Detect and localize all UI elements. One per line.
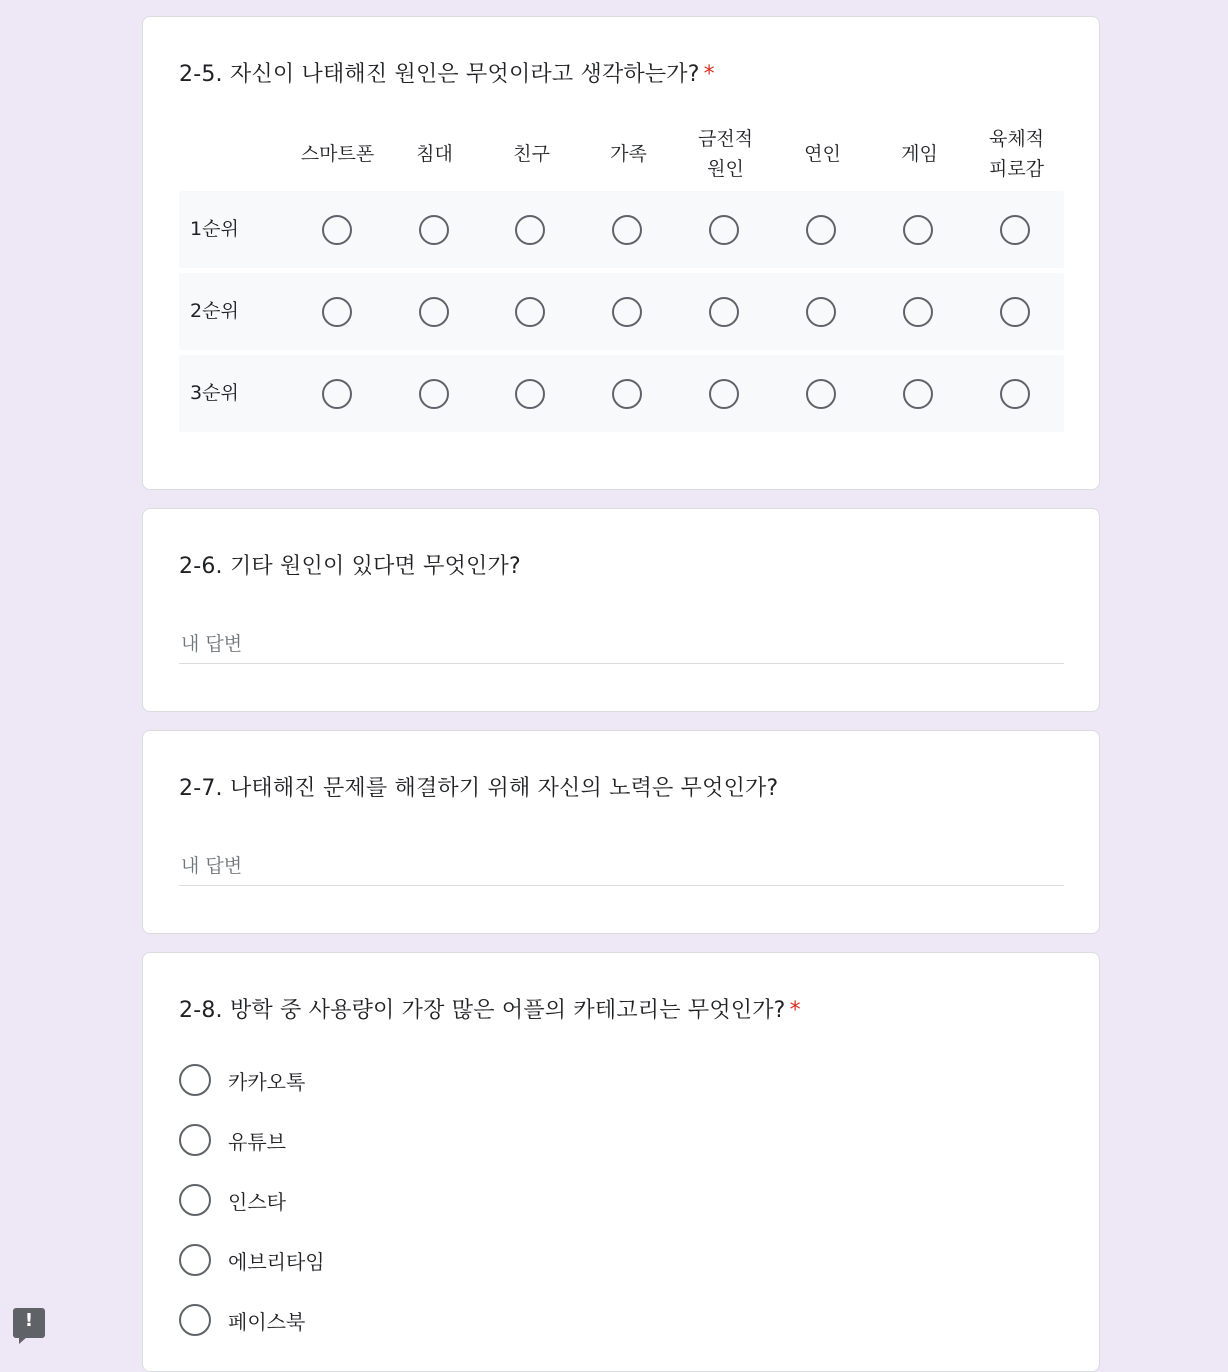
choice-option[interactable] [179,1303,305,1337]
question-text: 방학 중 사용량이 가장 많은 어플의 카테고리는 무엇인가? [229,998,786,1023]
grid-radio[interactable] [1000,215,1030,245]
exclamation-icon: ! [24,1310,34,1331]
grid-column-label: 육체적 피로감 [988,128,1045,180]
choice-radio[interactable] [179,1304,211,1336]
grid-radio[interactable] [1000,297,1030,327]
grid-radio[interactable] [322,379,352,409]
question-title-2-6 [179,549,521,580]
choice-option[interactable] [179,1243,325,1277]
choice-radio[interactable] [179,1184,211,1216]
choice-option[interactable] [179,1123,286,1157]
choice-radio[interactable] [179,1064,211,1096]
grid-radio[interactable] [322,297,352,327]
grid-column-label: 연인 [804,143,841,165]
choice-label: 에브리타임 [228,1249,325,1274]
grid-column-label: 금전적 원인 [697,128,754,180]
question-card-2-8 [142,952,1100,1372]
grid-column-label: 스마트폰 [300,143,375,165]
question-title-2-7 [179,771,778,802]
answer-input-2-7[interactable] [179,846,1064,886]
grid-radio[interactable] [709,215,739,245]
grid-radio[interactable] [419,297,449,327]
question-number: 2-6. [179,554,223,579]
grid-column-label: 침대 [416,143,453,165]
grid-radio[interactable] [806,379,836,409]
report-feedback-icon[interactable] [13,1308,45,1338]
choice-label: 유튜브 [228,1129,286,1154]
grid-row-3 [179,355,1064,432]
grid-row-label: 2순위 [190,300,239,322]
question-text: 나태해진 문제를 해결하기 위해 자신의 노력은 무엇인가? [229,776,779,801]
grid-radio[interactable] [806,297,836,327]
grid-radio[interactable] [419,379,449,409]
required-asterisk: * [703,62,715,87]
grid-radio[interactable] [515,297,545,327]
choice-radio[interactable] [179,1124,211,1156]
grid-row-1 [179,191,1064,268]
required-asterisk: * [789,998,801,1023]
grid-radio[interactable] [612,379,642,409]
question-title-2-5 [179,57,715,88]
grid-radio[interactable] [1000,379,1030,409]
question-card-2-5 [142,16,1100,490]
question-card-2-6 [142,508,1100,712]
grid-radio[interactable] [806,215,836,245]
question-card-2-7 [142,730,1100,934]
question-title-2-8 [179,993,801,1024]
grid-row-label: 3순위 [190,382,239,404]
question-number: 2-7. [179,776,223,801]
grid-row-label: 1순위 [190,218,239,240]
choice-option[interactable] [179,1063,305,1097]
choice-label: 인스타 [228,1189,286,1214]
choice-option[interactable] [179,1183,286,1217]
grid-radio[interactable] [515,215,545,245]
choice-label: 페이스북 [228,1309,306,1334]
question-number: 2-5. [179,62,223,87]
grid-radio[interactable] [612,215,642,245]
grid-column-label: 게임 [901,143,938,165]
grid-radio[interactable] [322,215,352,245]
grid-radio[interactable] [709,379,739,409]
grid-column-label: 가족 [610,143,647,165]
answer-input-2-6[interactable] [179,624,1064,664]
choice-label: 카카오톡 [228,1069,306,1094]
grid-radio[interactable] [709,297,739,327]
grid-radio[interactable] [515,379,545,409]
question-text: 자신이 나태해진 원인은 무엇이라고 생각하는가? [229,62,700,87]
grid-radio[interactable] [612,297,642,327]
grid-radio[interactable] [903,215,933,245]
grid-row-2 [179,273,1064,350]
question-number: 2-8. [179,998,223,1023]
grid-column-label: 친구 [513,143,550,165]
grid-radio[interactable] [419,215,449,245]
choice-radio[interactable] [179,1244,211,1276]
grid-column-headers [289,121,1065,187]
question-text: 기타 원인이 있다면 무엇인가? [229,554,521,579]
grid-radio[interactable] [903,297,933,327]
grid-radio[interactable] [903,379,933,409]
